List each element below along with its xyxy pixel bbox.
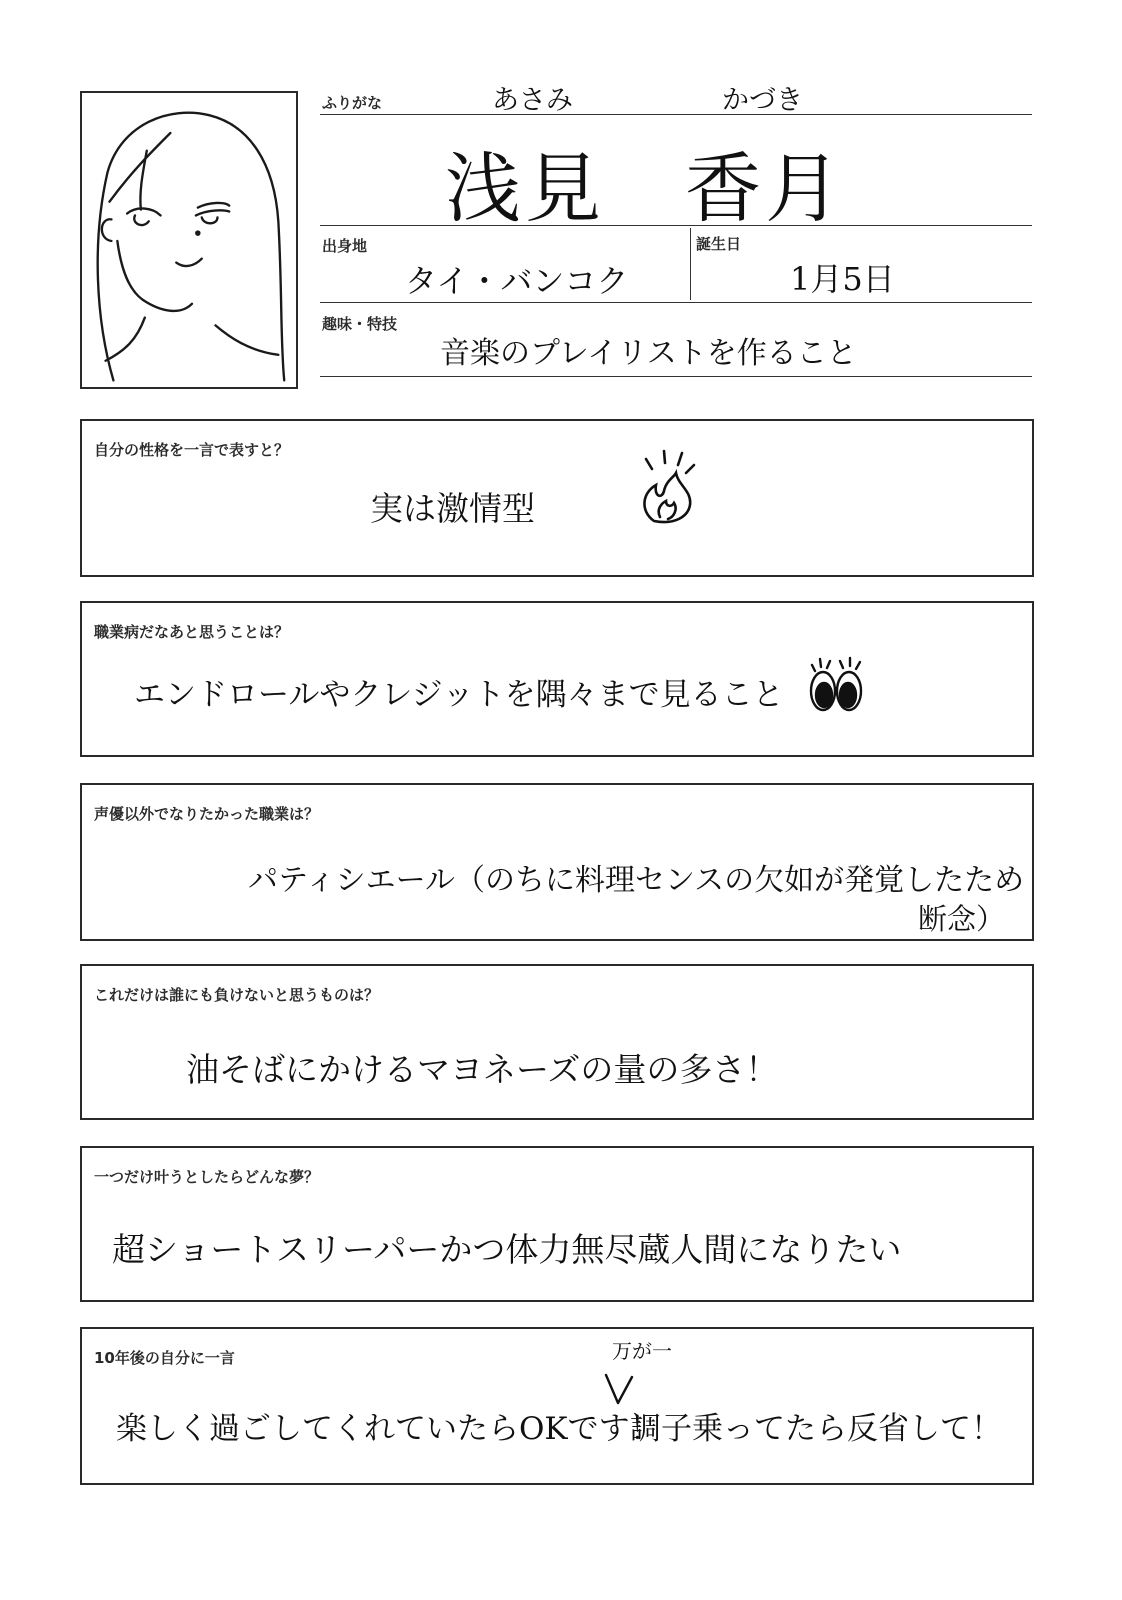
hobby-rule xyxy=(320,376,1032,377)
birthplace-label: 出身地 xyxy=(322,237,368,255)
flame-icon xyxy=(634,445,704,529)
question-label: これだけは誰にも負けないと思うものは？ xyxy=(94,986,380,1004)
birth-rule xyxy=(320,302,1032,303)
answer-continuation: 調子乗ってたら反省して！ xyxy=(630,1411,1002,1447)
field-divider xyxy=(690,228,691,300)
portrait-sketch-icon xyxy=(82,93,296,387)
insert-note: 万が一 xyxy=(612,1339,672,1363)
question-label: 声優以外でなりたかった職業は？ xyxy=(94,805,320,823)
furigana-family: あさみ xyxy=(492,85,573,116)
birthday-label: 誕生日 xyxy=(696,235,742,253)
name-rule xyxy=(320,225,1032,226)
answer-continuation: 断念） xyxy=(918,902,1006,936)
full-name: 浅見 香月 xyxy=(445,144,845,233)
furigana-given: かづき xyxy=(722,85,803,116)
furigana-label: ふりがな xyxy=(322,94,383,112)
question-label: 職業病だなあと思うことは？ xyxy=(94,623,290,641)
birthday-value: 1月5日 xyxy=(790,260,895,298)
question-box xyxy=(80,1146,1034,1302)
question-label: 10年後の自分に一言 xyxy=(94,1349,235,1367)
answer-text: 油そばにかけるマヨネーズの量の多さ！ xyxy=(186,1050,779,1089)
question-box xyxy=(80,1327,1034,1485)
birthplace-value: タイ・バンコク xyxy=(405,262,629,300)
answer-text: 超ショートスリーパーかつ体力無尽蔵人間になりたい xyxy=(112,1230,902,1269)
eyes-icon xyxy=(806,653,866,717)
hobby-label: 趣味・特技 xyxy=(322,315,398,333)
portrait-frame xyxy=(80,91,298,389)
question-box xyxy=(80,964,1034,1120)
hobby-value: 音楽のプレイリストを作ること xyxy=(440,336,857,371)
question-box xyxy=(80,601,1034,757)
question-label: 自分の性格を一言で表すと？ xyxy=(94,441,290,459)
question-box xyxy=(80,783,1034,941)
answer-text: 実は激情型 xyxy=(370,489,535,528)
question-label: 一つだけ叶うとしたらどんな夢？ xyxy=(94,1168,320,1186)
answer-text: 楽しく過ごしてくれていたらOKです！ xyxy=(116,1411,661,1447)
furigana-rule xyxy=(320,114,1032,115)
question-box xyxy=(80,419,1034,577)
answer-text: パティシエール（のちに料理センスの欠如が発覚したため xyxy=(248,863,1025,898)
answer-text: エンドロールやクレジットを隅々まで見ること xyxy=(134,677,784,713)
